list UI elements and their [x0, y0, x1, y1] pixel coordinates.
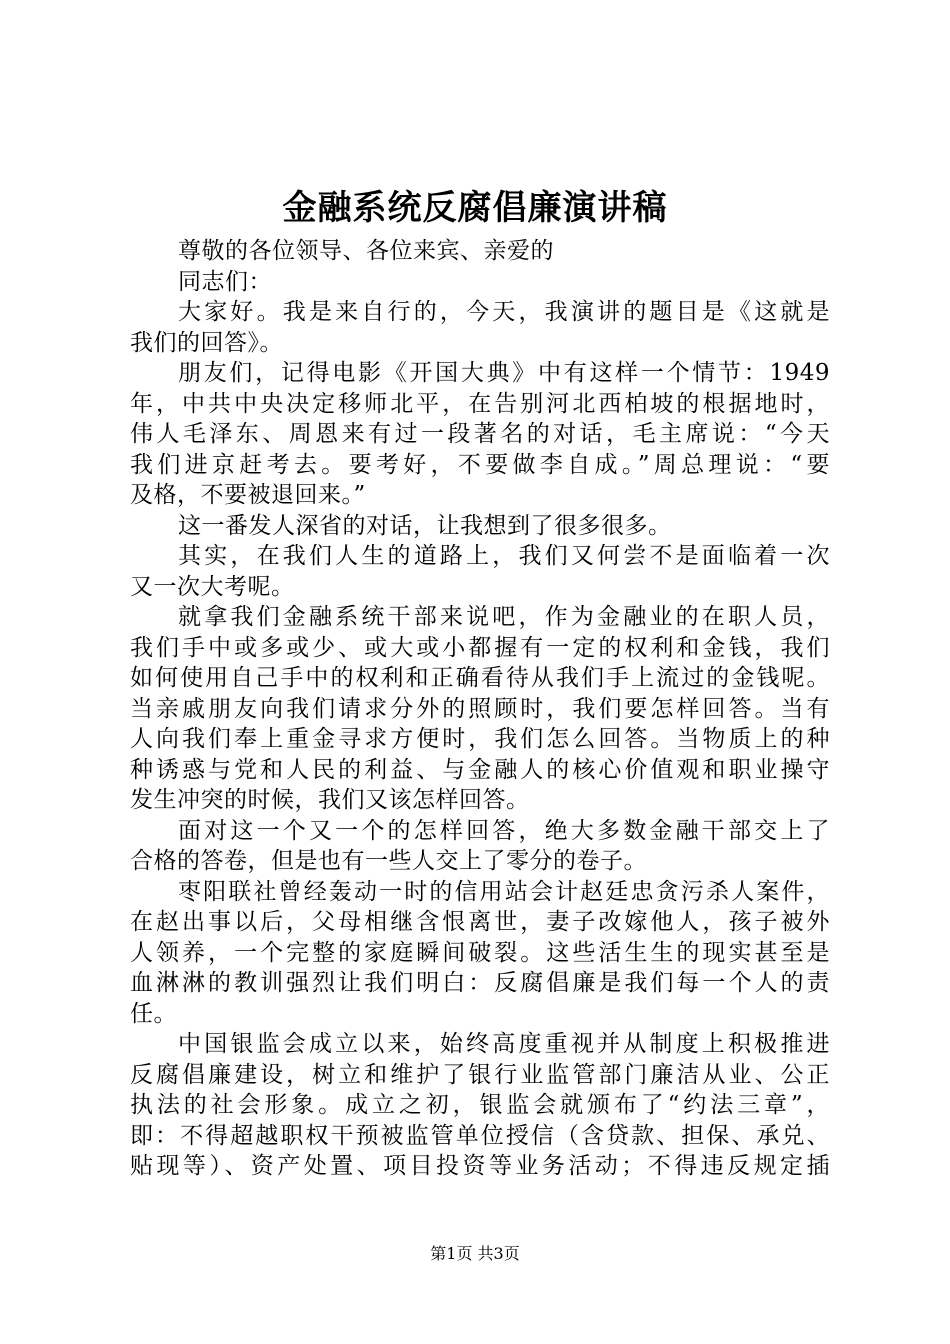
- text-line: 同志们：: [178, 268, 272, 295]
- text-line: 朋友们，记得电影《开国大典》中有这样一个情节：1949: [178, 360, 830, 386]
- text-line: 我们的回答》。: [130, 329, 283, 356]
- text-line: 及格，不要被退回来。”: [130, 482, 366, 508]
- text-line: 其实，在我们人生的道路上，我们又何尝不是面临着一次: [178, 543, 830, 569]
- text-line: 伟人毛泽东、周恩来有过一段著名的对话，毛主席说：“今天: [130, 421, 830, 447]
- text-line: 面对这一个又一个的怎样回答，绝大多数金融干部交上了: [178, 817, 830, 844]
- text-line: 我们进京赶考去。要考好，不要做李自成。”周总理说：“要: [130, 451, 830, 478]
- document-body: [130, 236, 830, 1182]
- text-line: 执法的社会形象。成立之初，银监会就颁布了“约法三章”，: [130, 1092, 830, 1118]
- document-title: 金融系统反腐倡廉演讲稿: [282, 188, 668, 228]
- text-line: 发生冲突的时候，我们又该怎样回答。: [130, 787, 530, 813]
- text-line: 种诱惑与党和人民的利益、与金融人的核心价值观和职业操守: [130, 756, 830, 783]
- text-line: 合格的答卷，但是也有一些人交上了零分的卷子。: [130, 848, 647, 874]
- text-line: 即：不得超越职权干预被监管单位授信（含贷款、担保、承兑、: [130, 1122, 830, 1149]
- text-line: 人向我们奉上重金寻求方便时，我们怎么回答。当物质上的种: [130, 726, 830, 752]
- text-line: 枣阳联社曾经轰动一时的信用站会计赵廷忠贪污杀人案件，: [178, 878, 830, 905]
- text-line: 大家好。我是来自行的，今天，我演讲的题目是《这就是: [178, 299, 830, 325]
- text-line: 血淋淋的教训强烈让我们明白：反腐倡廉是我们每一个人的责: [130, 970, 830, 996]
- text-line: 人领养，一个完整的家庭瞬间破裂。这些活生生的现实甚至是: [130, 939, 830, 966]
- text-line: 如何使用自己手中的权利和正确看待从我们手上流过的金钱呢。: [130, 665, 830, 691]
- text-line: 中国银监会成立以来，始终高度重视并从制度上积极推进: [178, 1031, 830, 1057]
- text-line: 这一番发人深省的对话，让我想到了很多很多。: [178, 512, 672, 539]
- text-line: 任。: [130, 1000, 177, 1027]
- text-line: 当亲戚朋友向我们请求分外的照顾时，我们要怎样回答。当有: [130, 695, 830, 722]
- text-line: 贴现等）、资产处置、项目投资等业务活动；不得违反规定插: [130, 1153, 830, 1179]
- text-line: 尊敬的各位领导、各位来宾、亲爱的: [178, 238, 554, 264]
- text-line: 我们手中或多或少、或大或小都握有一定的权利和金钱，我们: [130, 634, 830, 661]
- page-footer: 第1页 共3页: [430, 1244, 520, 1263]
- text-line: 年，中共中央决定移师北平，在告别河北西柏坡的根据地时，: [130, 390, 830, 417]
- text-line: 又一次大考呢。: [130, 573, 295, 600]
- text-line: 反腐倡廉建设，树立和维护了银行业监管部门廉洁从业、公正: [130, 1061, 830, 1088]
- text-line: 就拿我们金融系统干部来说吧，作为金融业的在职人员，: [178, 604, 830, 630]
- text-line: 在赵出事以后，父母相继含恨离世，妻子改嫁他人，孩子被外: [130, 909, 830, 935]
